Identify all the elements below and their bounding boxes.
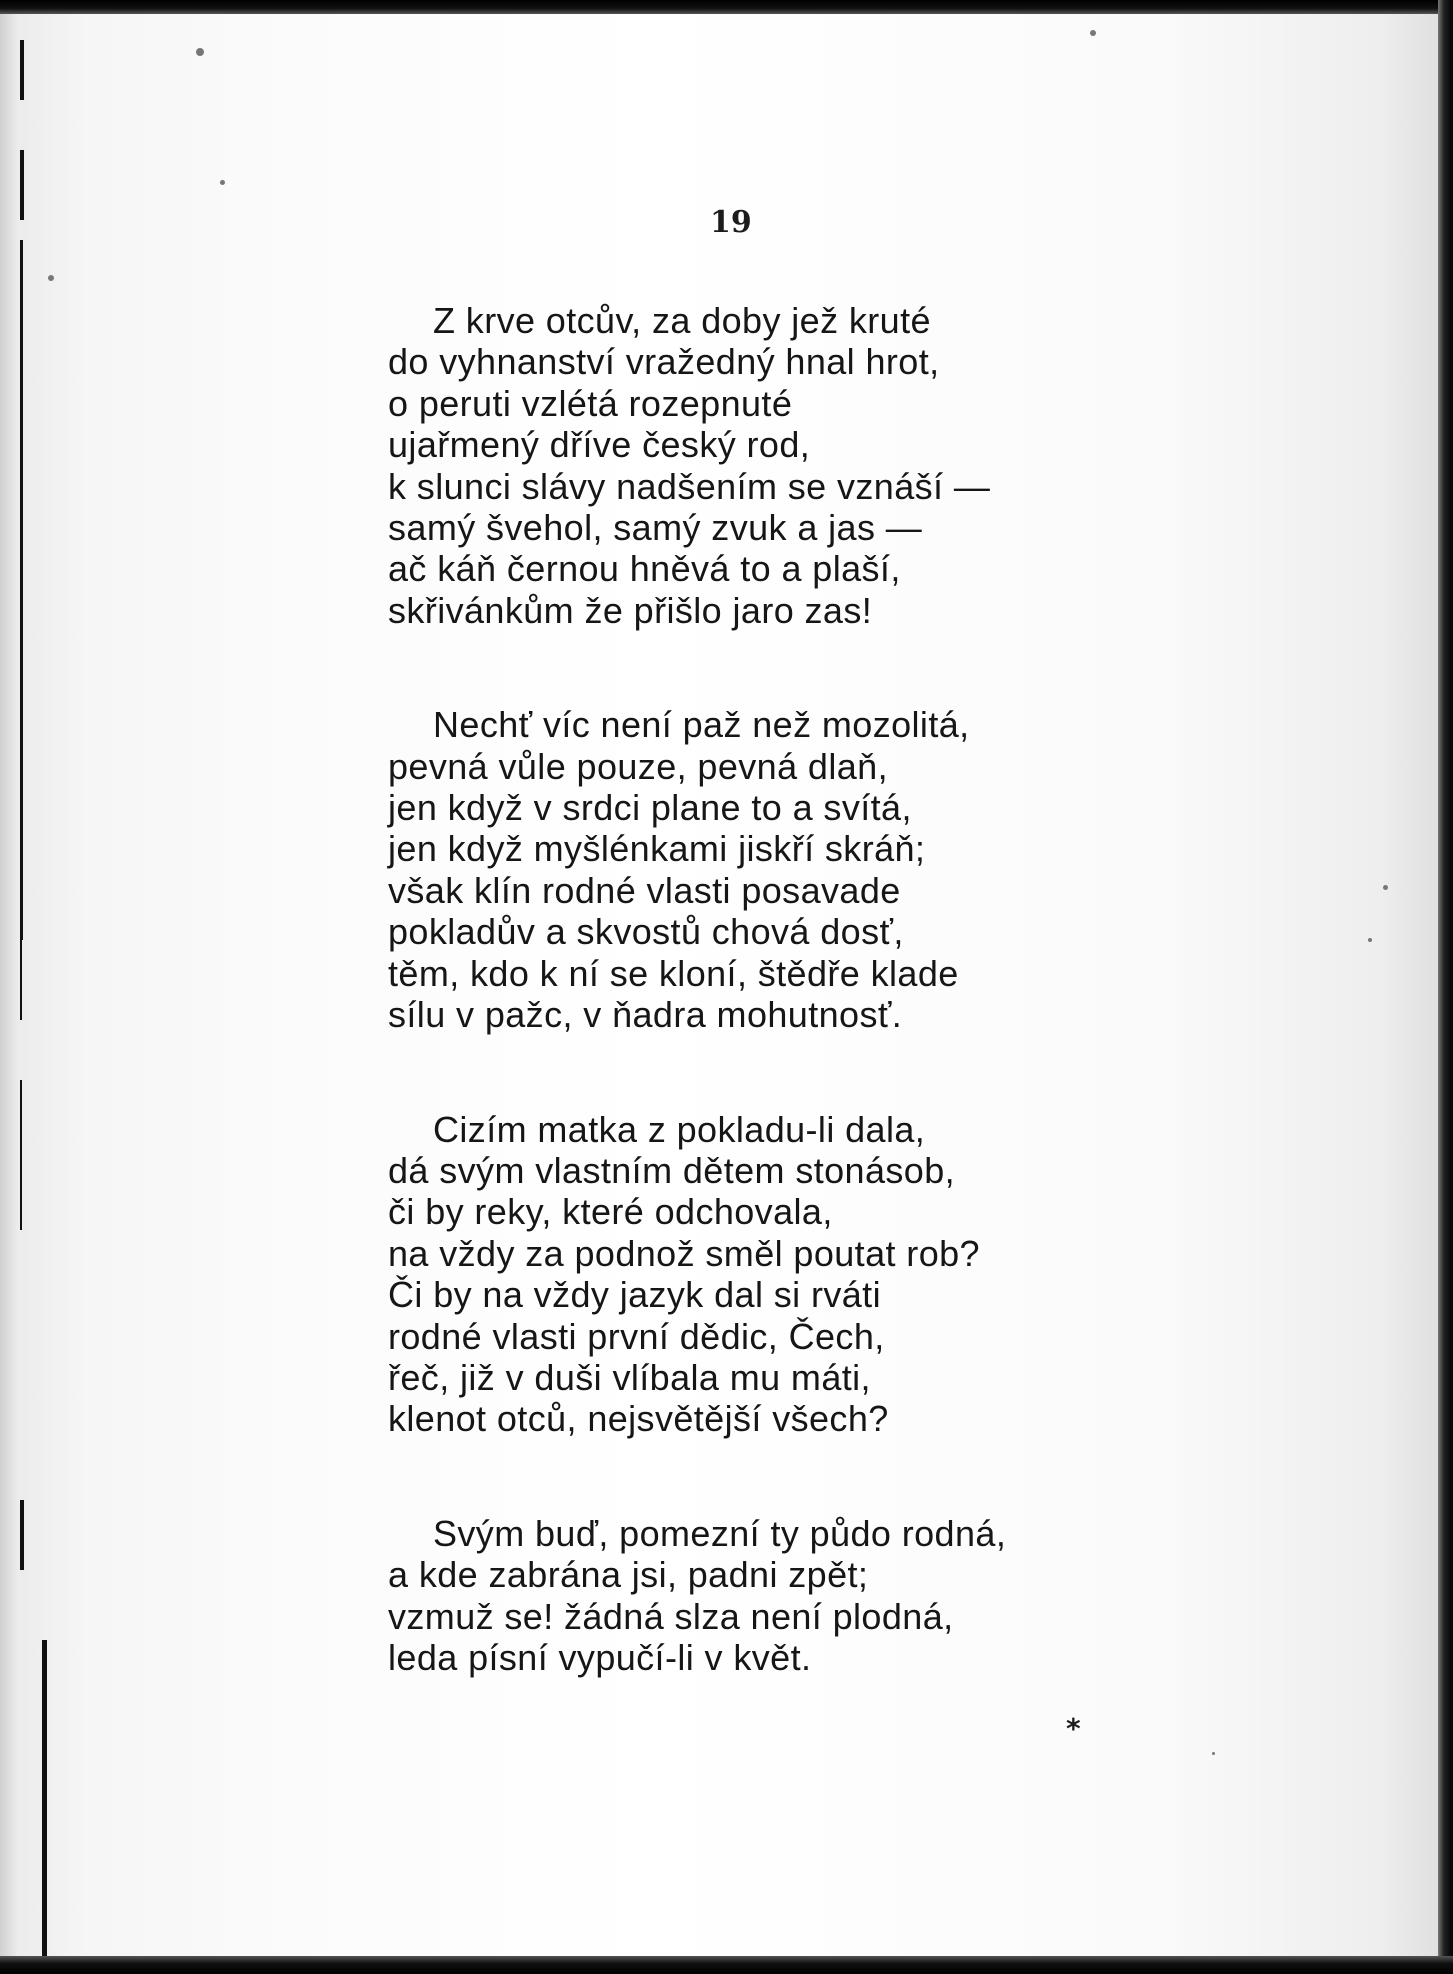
poem-line: Z krve otcův, za doby jež kruté bbox=[433, 300, 931, 341]
paper-speck bbox=[1368, 938, 1372, 942]
poem-line: Nechť víc není paž než mozolitá, bbox=[433, 704, 970, 746]
scan-border-top bbox=[0, 0, 1453, 14]
poem-line: pevná vůle pouze, pevná dlaň, bbox=[388, 745, 888, 787]
poem-line: pokladův a skvostů chová dosť, bbox=[388, 911, 904, 953]
poem-line: o peruti vzlétá rozepnuté bbox=[388, 382, 793, 424]
poem-line: těm, kdo k ní se kloní, štědře klade bbox=[388, 952, 959, 994]
poem-line: samý švehol, samý zvuk a jas — bbox=[388, 507, 923, 549]
paper-speck bbox=[1212, 1752, 1215, 1755]
book-spine-shadow bbox=[0, 0, 30, 1974]
poem-line: řeč, již v duši vlíbala mu máti, bbox=[388, 1356, 871, 1398]
scan-border-right bbox=[1438, 0, 1453, 1974]
stanza-4 bbox=[388, 1513, 1108, 1679]
scan-border-bottom bbox=[0, 1956, 1453, 1974]
spine-edge-mark bbox=[20, 930, 22, 1020]
page-number: 19 bbox=[710, 205, 752, 240]
asterisk-ornament: * bbox=[1066, 1712, 1081, 1745]
paper-speck bbox=[220, 180, 225, 185]
poem-line: rodné vlasti první dědic, Čech, bbox=[388, 1315, 885, 1357]
paper-speck bbox=[196, 48, 204, 56]
poem-line: vzmuž se! žádná slza není plodná, bbox=[388, 1595, 954, 1637]
poem-line: klenot otců, nejsvětější všech? bbox=[388, 1398, 889, 1440]
stanza-3 bbox=[388, 1109, 1108, 1440]
poem-line: ač káň černou hněvá to a plaší, bbox=[388, 548, 901, 590]
spine-edge-mark bbox=[42, 1640, 47, 1960]
poem-line: Cizím matka z pokladu-li dala, bbox=[433, 1108, 926, 1150]
poem-line: skřivánkům že přišlo jaro zas! bbox=[388, 589, 873, 631]
paper-speck bbox=[48, 275, 54, 281]
poem-line: Či by na vždy jazyk dal si rváti bbox=[388, 1274, 881, 1316]
poem-line: jen když myšlénkami jiskří skráň; bbox=[388, 828, 926, 870]
spine-edge-mark bbox=[20, 1500, 24, 1570]
poem-line: dá svým vlastním dětem stonásob, bbox=[388, 1149, 956, 1191]
paper-speck bbox=[1383, 885, 1388, 890]
poem-line: a kde zabrána jsi, padni zpět; bbox=[388, 1554, 869, 1596]
poem-line: však klín rodné vlasti posavade bbox=[388, 869, 901, 911]
spine-edge-mark bbox=[20, 40, 24, 100]
spine-edge-mark bbox=[20, 1080, 22, 1230]
poem-line: či by reky, které odchovala, bbox=[388, 1191, 833, 1233]
spine-edge-mark bbox=[20, 240, 23, 940]
poem-line: k slunci slávy nadšením se vznáší — bbox=[388, 465, 991, 507]
poem-line: do vyhnanství vražedný hnal hrot, bbox=[388, 341, 940, 383]
stanza-2 bbox=[388, 704, 1108, 1035]
stanza-1 bbox=[388, 300, 1108, 631]
poem-line: sílu v pažc, v ňadra mohutnosť. bbox=[388, 994, 903, 1036]
poem-line: Svým buď, pomezní ty půdo rodná, bbox=[433, 1512, 1007, 1554]
poem-line: na vždy za podnož směl poutat rob? bbox=[388, 1232, 980, 1274]
poem-line: leda písní vypučí-li v květ. bbox=[388, 1636, 812, 1678]
poem bbox=[388, 300, 1108, 1678]
paper-speck bbox=[1090, 30, 1096, 36]
spine-edge-mark bbox=[20, 150, 24, 220]
poem-line: jen když v srdci plane to a svítá, bbox=[388, 787, 912, 829]
poem-line: ujařmený dříve český rod, bbox=[388, 424, 811, 466]
